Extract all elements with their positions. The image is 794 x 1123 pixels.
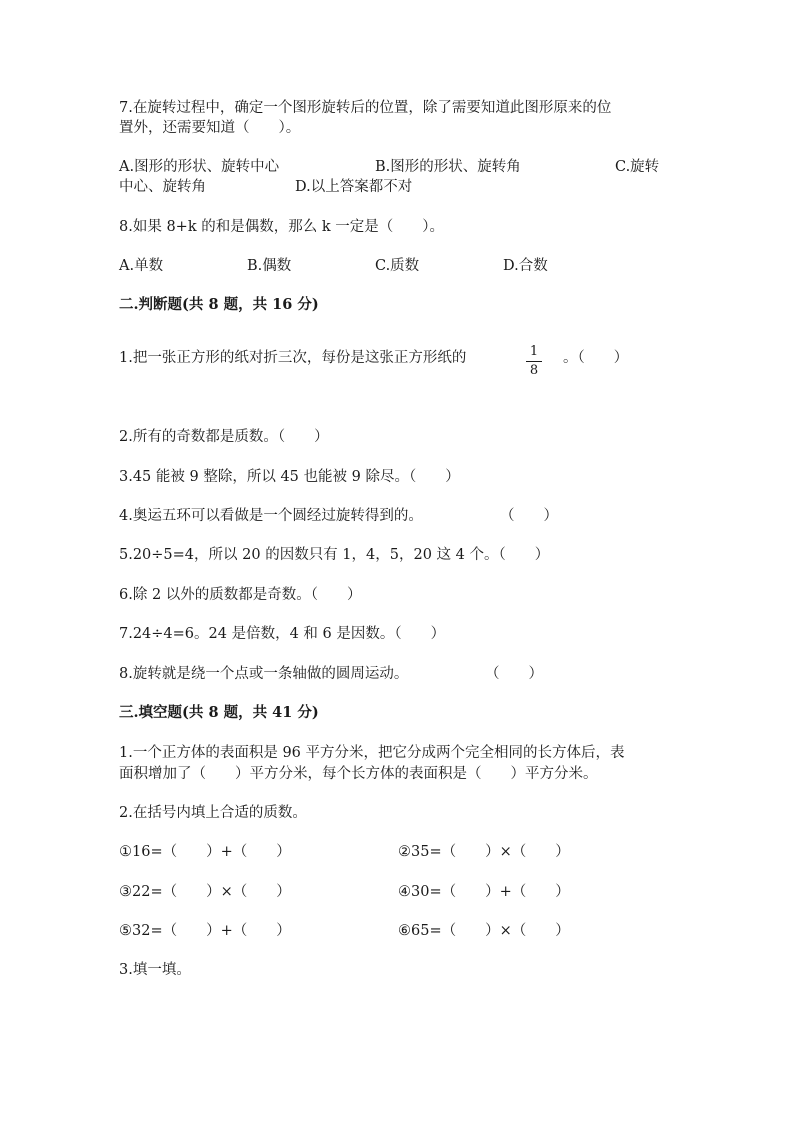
fill-item-5: ⑤32=（ ）+（ ）: [119, 923, 291, 939]
tf-q7: 7.24÷4=6。24 是倍数，4 和 6 是因数。（ ）: [119, 626, 446, 642]
q8-option-c: C.质数: [375, 258, 420, 274]
q7-option-b: B.图形的形状、旋转角: [375, 159, 521, 175]
fill-q2-stem: 2.在括号内填上合适的质数。: [119, 805, 307, 821]
section2-title: 二.判断题(共 8 题，共 16 分): [119, 296, 319, 313]
tf-q3: 3.45 能被 9 整除，所以 45 也能被 9 除尽。（ ）: [119, 469, 460, 485]
q8-option-d: D.合数: [503, 258, 548, 274]
tf-q1-tail: 。（ ）: [563, 350, 629, 366]
fill-item-3: ③22=（ ）×（ ）: [119, 884, 291, 900]
section3-title: 三.填空题(共 8 题，共 41 分): [119, 704, 319, 721]
tf-q4-answer-paren: （ ）: [500, 508, 558, 524]
fill-item-6: ⑥65=（ ）×（ ）: [398, 923, 570, 939]
tf-q5: 5.20÷5=4，所以 20 的因数只有 1，4，5，20 这 4 个。（ ）: [119, 547, 550, 563]
tf-q8-answer-paren: （ ）: [485, 666, 543, 682]
q7-option-d: D.以上答案都不对: [295, 179, 413, 195]
tf-q6: 6.除 2 以外的质数都是奇数。（ ）: [119, 587, 362, 603]
fill-q1-line2: 面积增加了（ ）平方分米，每个长方体的表面积是（ ）平方分米。: [119, 766, 598, 782]
fraction-one-eighth: [526, 345, 542, 378]
q8-option-b: B.偶数: [247, 258, 292, 274]
q8-option-a: A.单数: [119, 258, 164, 274]
tf-q8: 8.旋转就是绕一个点或一条轴做的圆周运动。: [119, 666, 409, 682]
fill-q1-line1: 1.一个正方体的表面积是 96 平方分米，把它分成两个完全相同的长方体后，表: [119, 745, 625, 761]
fill-item-2: ②35=（ ）×（ ）: [398, 844, 570, 860]
fraction-numerator: 1: [529, 344, 539, 359]
tf-q1-text: 1.把一张正方形的纸对折三次，每份是这张正方形纸的: [119, 350, 467, 366]
q7-option-c-part1: C.旋转: [615, 159, 660, 175]
tf-q2: 2.所有的奇数都是质数。（ ）: [119, 429, 329, 445]
q7-option-a: A.图形的形状、旋转中心: [119, 159, 280, 175]
fraction-denominator: 8: [529, 363, 539, 378]
q7-stem-line2: 置外，还需要知道（ ）。: [119, 120, 301, 136]
tf-q4: 4.奥运五环可以看做是一个圆经过旋转得到的。: [119, 508, 423, 524]
fill-q3-stem: 3.填一填。: [119, 962, 191, 978]
fraction-bar: [526, 361, 542, 362]
q8-stem: 8.如果 8+k 的和是偶数，那么 k 一定是（ ）。: [119, 219, 444, 235]
q7-stem-line1: 7.在旋转过程中，确定一个图形旋转后的位置，除了需要知道此图形原来的位: [119, 100, 612, 116]
q7-option-c-part2: 中心、旋转角: [119, 179, 206, 195]
fill-item-1: ①16=（ ）+（ ）: [119, 844, 291, 860]
fill-item-4: ④30=（ ）+（ ）: [398, 884, 570, 900]
